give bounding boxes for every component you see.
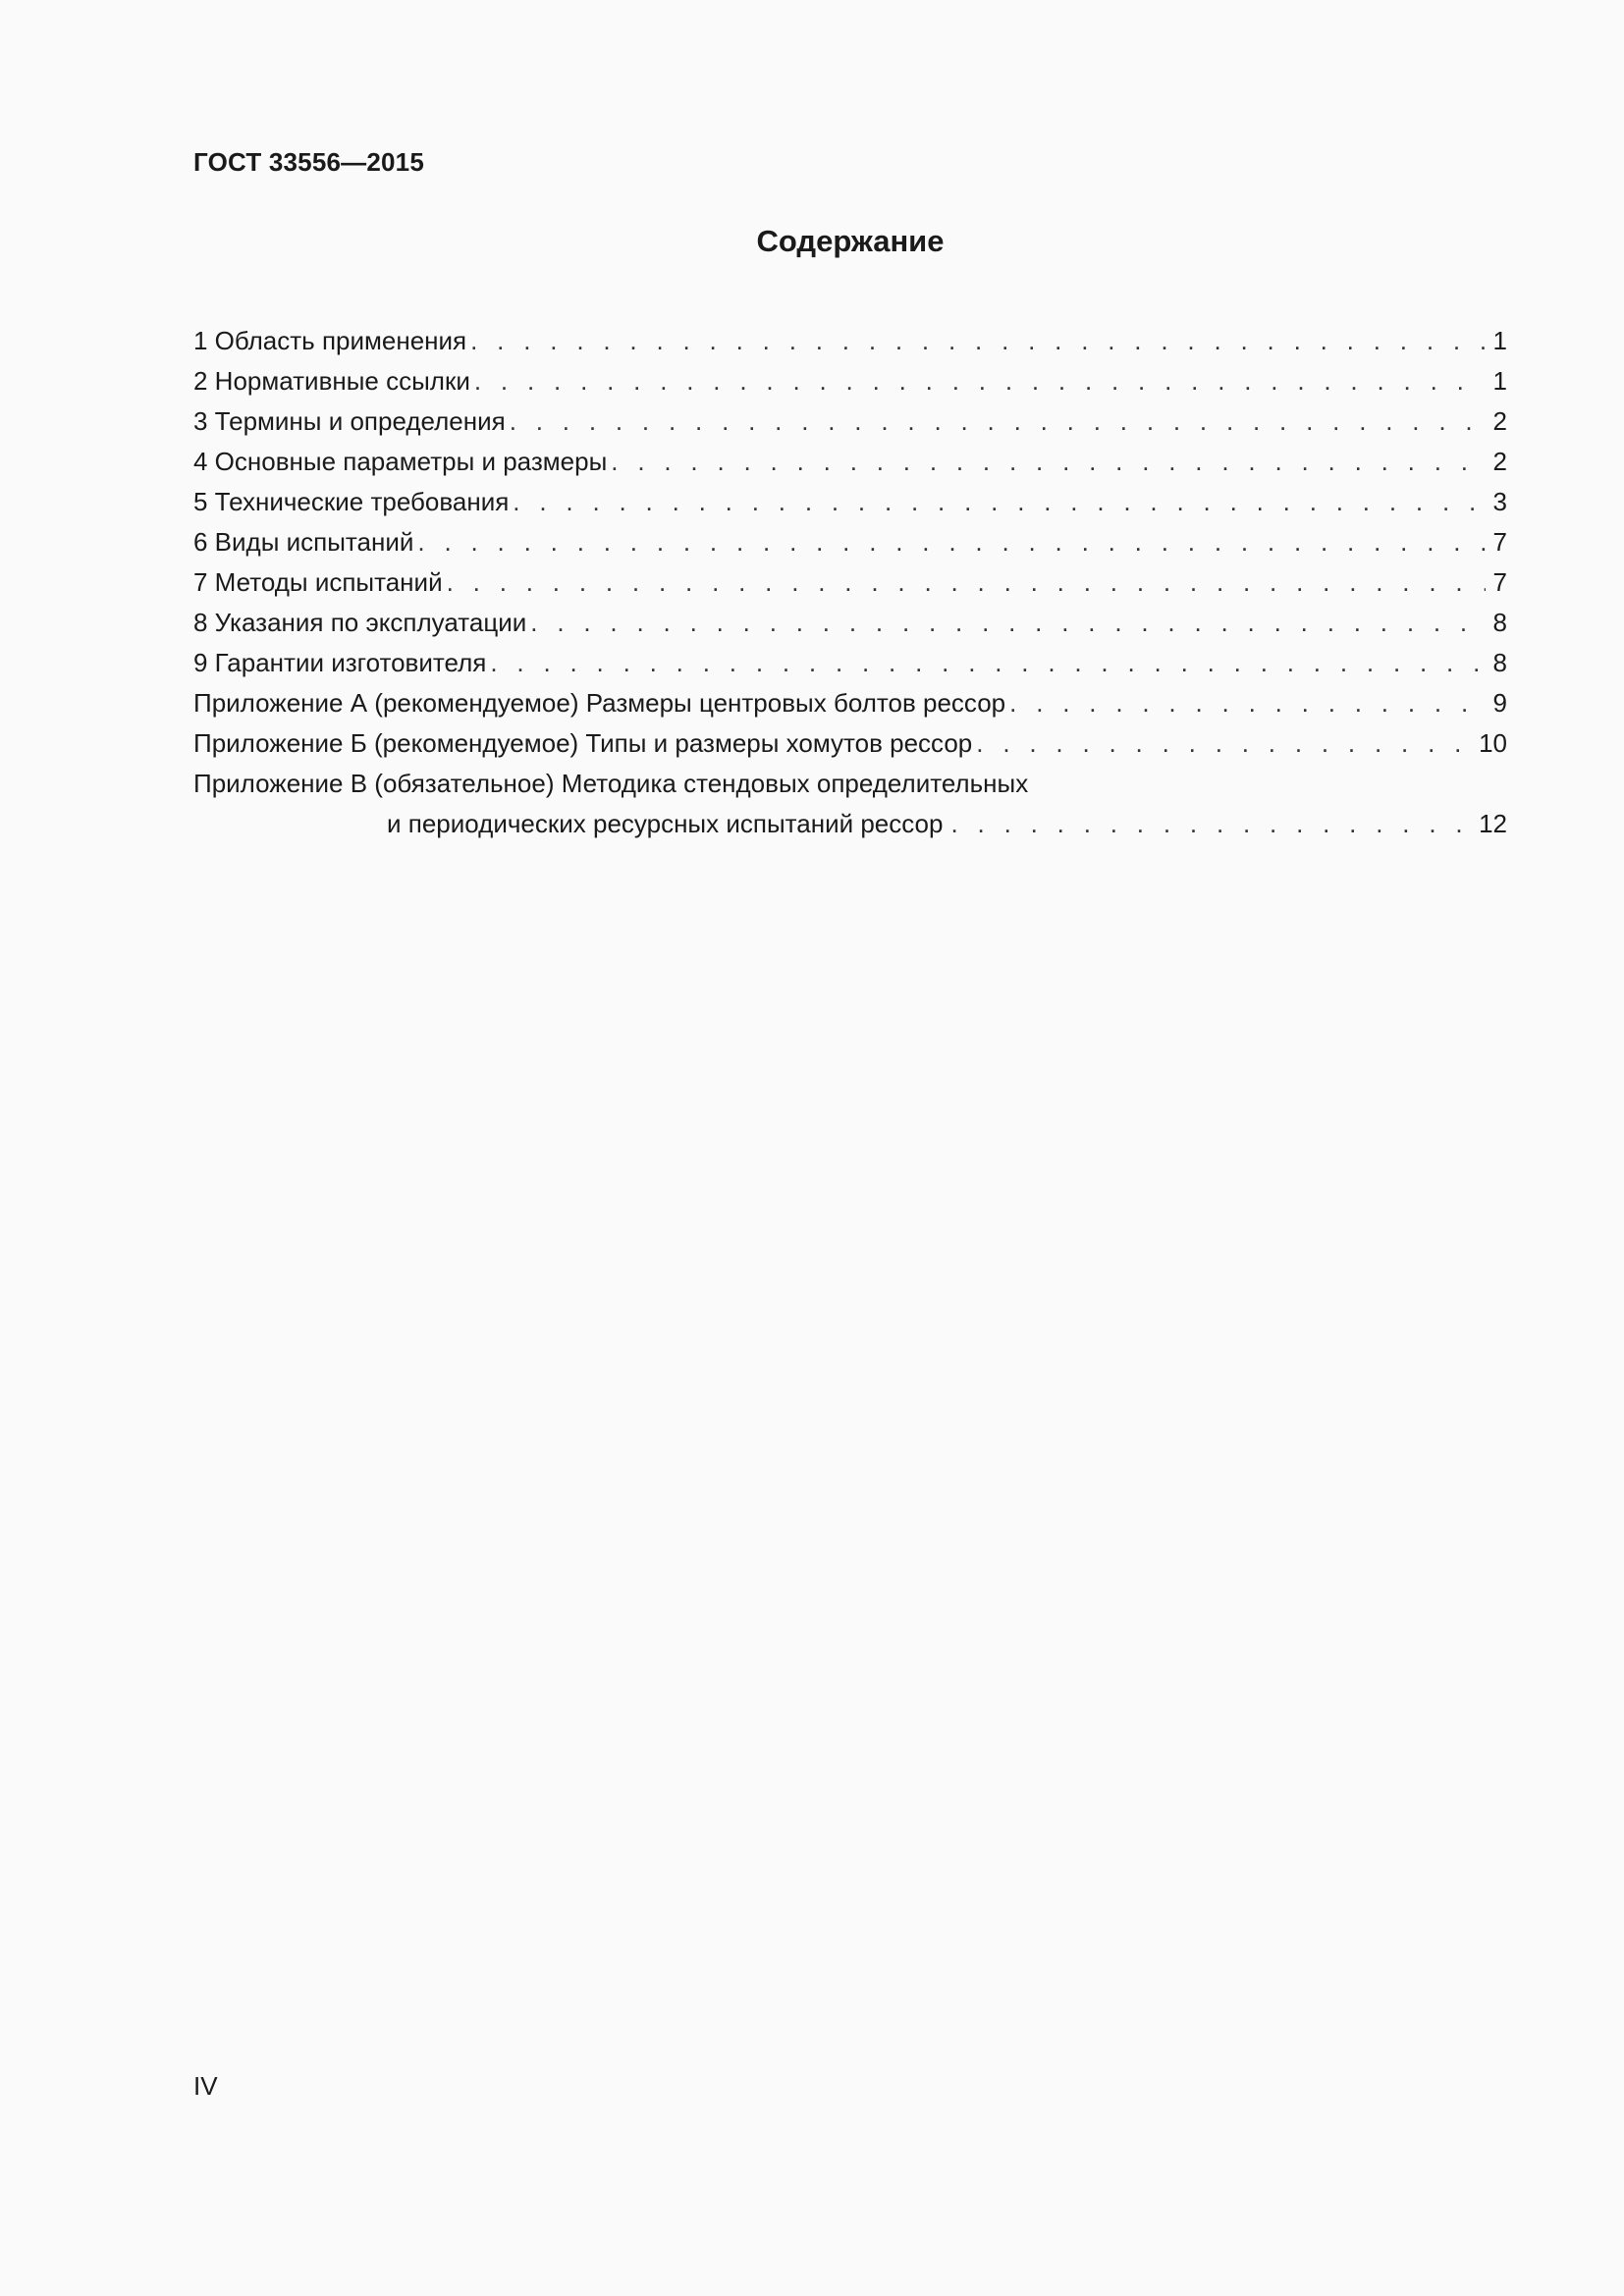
toc-leader-dots xyxy=(1009,683,1485,723)
toc-entry[interactable] xyxy=(193,603,1507,643)
toc-entry-label-line2: и периодических ресурсных испытаний рессор xyxy=(387,809,944,838)
toc-entry-label: 7 Методы испытаний xyxy=(193,567,443,597)
table-of-contents xyxy=(193,321,1507,844)
toc-entry[interactable] xyxy=(193,723,1507,764)
toc-entry-page: 12 xyxy=(1479,809,1507,838)
toc-entry[interactable] xyxy=(193,442,1507,482)
toc-leader-dots xyxy=(417,522,1485,562)
toc-entry-label: Приложение Б (рекомендуемое) Типы и размеры хомутов рессор xyxy=(193,728,973,758)
toc-entry[interactable] xyxy=(193,522,1507,562)
toc-entry-label-line1: Приложение В (обязательное) Методика стендовых определительных xyxy=(193,769,1029,798)
toc-leader-dots xyxy=(490,643,1485,683)
toc-entry[interactable] xyxy=(193,482,1507,522)
document-code-header: ГОСТ 33556—2015 xyxy=(193,147,424,177)
toc-entry-page: 2 xyxy=(1492,447,1507,476)
toc-entry-page: 10 xyxy=(1479,728,1507,758)
toc-entry[interactable] xyxy=(193,321,1507,361)
toc-entry-page: 9 xyxy=(1492,688,1507,718)
toc-entry-second-line xyxy=(193,804,1507,844)
toc-entry-page: 7 xyxy=(1492,527,1507,557)
toc-entry-page: 8 xyxy=(1492,608,1507,637)
toc-entry-label: 4 Основные параметры и размеры xyxy=(193,447,608,476)
toc-entry-page: 8 xyxy=(1492,648,1507,677)
toc-leader-dots xyxy=(943,804,1471,844)
toc-entry-label: 1 Область применения xyxy=(193,326,467,355)
toc-leader-dots xyxy=(510,401,1486,442)
toc-leader-dots xyxy=(470,321,1485,361)
toc-entry-multiline[interactable] xyxy=(193,764,1507,844)
toc-entry[interactable] xyxy=(193,643,1507,683)
toc-entry-page: 7 xyxy=(1492,567,1507,597)
toc-leader-dots xyxy=(611,442,1485,482)
toc-entry[interactable] xyxy=(193,562,1507,603)
toc-leader-dots xyxy=(447,562,1486,603)
toc-entry-label: Приложение А (рекомендуемое) Размеры центровых болтов рессор xyxy=(193,688,1006,718)
toc-entry-page: 1 xyxy=(1492,366,1507,396)
toc-leader-dots xyxy=(513,482,1485,522)
toc-entry[interactable] xyxy=(193,683,1507,723)
toc-entry-label: 3 Термины и определения xyxy=(193,406,506,436)
toc-leader-dots xyxy=(530,603,1485,643)
toc-leader-dots xyxy=(976,723,1471,764)
toc-entry-page: 3 xyxy=(1492,487,1507,516)
page-number-footer: IV xyxy=(193,2071,218,2101)
toc-entry-label: 2 Нормативные ссылки xyxy=(193,366,470,396)
toc-entry-page: 2 xyxy=(1492,406,1507,436)
toc-entry-label: 5 Технические требования xyxy=(193,487,510,516)
toc-entry[interactable] xyxy=(193,361,1507,401)
toc-entry-label: 9 Гарантии изготовителя xyxy=(193,648,487,677)
toc-entry[interactable] xyxy=(193,401,1507,442)
toc-entry-label: 6 Виды испытаний xyxy=(193,527,414,557)
toc-leader-dots xyxy=(474,361,1486,401)
toc-entry-page: 1 xyxy=(1492,326,1507,355)
toc-title: Содержание xyxy=(756,224,945,258)
toc-entry-label: 8 Указания по эксплуатации xyxy=(193,608,527,637)
